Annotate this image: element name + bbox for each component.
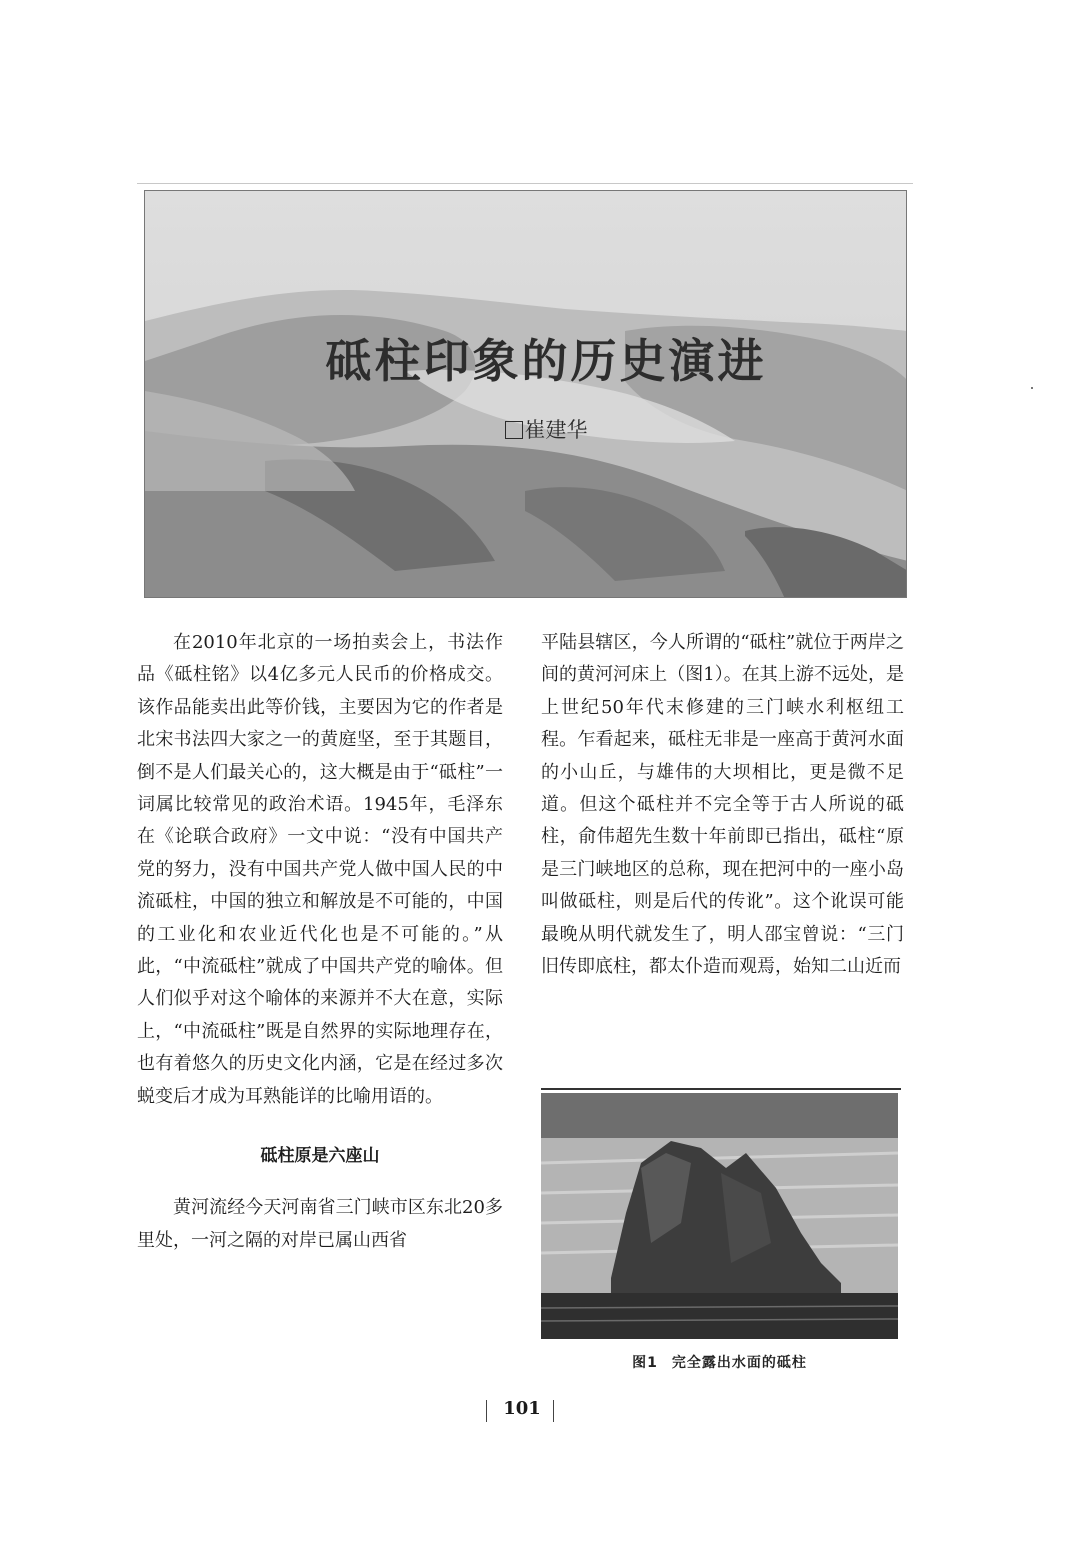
- open-square-icon: [505, 421, 523, 439]
- author-name: 崔建华: [524, 418, 588, 442]
- body-paragraph: 在2010年北京的一场拍卖会上，书法作品《砥柱铭》以4亿多元人民币的价格成交。该作品能卖出此等价钱，主要因为它的作者是北宋书法四大家之一的黄庭坚，至于其题目，倒不是人们最关心的，这大概是由于“砥柱”一词属比较常见的政治术语。1945年，毛泽东在《论联合政府》一文中说：“没有中国共产党的努力，没有中国共产党人做中国人民的中流砥柱，中国的独立和解放是不可能的，中国的工业化和农业近代化也是不可能的。”从此，“中流砥柱”就成了中国共产党的喻体。但人们似乎对这个喻体的来源并不大在意，实际上，“中流砥柱”既是自然界的实际地理存在，也有着悠久的历史文化内涵，它是在经过多次蜕变后才成为耳熟能详的比喻用语的。: [137, 632, 503, 1107]
- article-title: 砥柱印象的历史演进: [325, 334, 767, 388]
- right-column: [541, 627, 904, 983]
- footer-right-bar: [553, 1400, 554, 1422]
- page-number: 101: [503, 1398, 541, 1419]
- margin-mark: [1031, 387, 1033, 389]
- section-heading: 砥柱原是六座山: [260, 1146, 380, 1167]
- header-rule: [137, 183, 913, 184]
- footer-left-bar: [486, 1400, 487, 1422]
- body-paragraph: 平陆县辖区，今人所谓的“砥柱”就位于两岸之间的黄河河床上（图1）。在其上游不远处，是上世纪50年代末修建的三门峡水利枢纽工程。乍看起来，砥柱无非是一座高于黄河水面的小山丘，与雄伟的大坝相比，更是微不足道。但这个砥柱并不完全等于古人所说的砥柱，俞伟超先生数十年前即已指出，砥柱“原是三门峡地区的总称，现在把河中的一座小岛叫做砥柱，则是后代的传讹”。这个讹误可能最晚从明代就发生了，明人邵宝曾说：“三门旧传即底柱，都太仆造而观焉，始知二山近而: [541, 632, 904, 978]
- author-byline: [0, 414, 1092, 444]
- figure-top-rule: [541, 1088, 901, 1090]
- left-column: [137, 627, 503, 1257]
- page-number-footer: [482, 1398, 562, 1419]
- figure-caption: [541, 1352, 898, 1372]
- figure-caption-text: 完全露出水面的砥柱: [671, 1355, 807, 1371]
- figure-1-photo: [541, 1093, 898, 1339]
- figure-number: 图1: [632, 1355, 658, 1371]
- body-paragraph: 黄河流经今天河南省三门峡市区东北20多里处，一河之隔的对岸已属山西省: [137, 1197, 503, 1251]
- title-banner-image: [144, 190, 907, 598]
